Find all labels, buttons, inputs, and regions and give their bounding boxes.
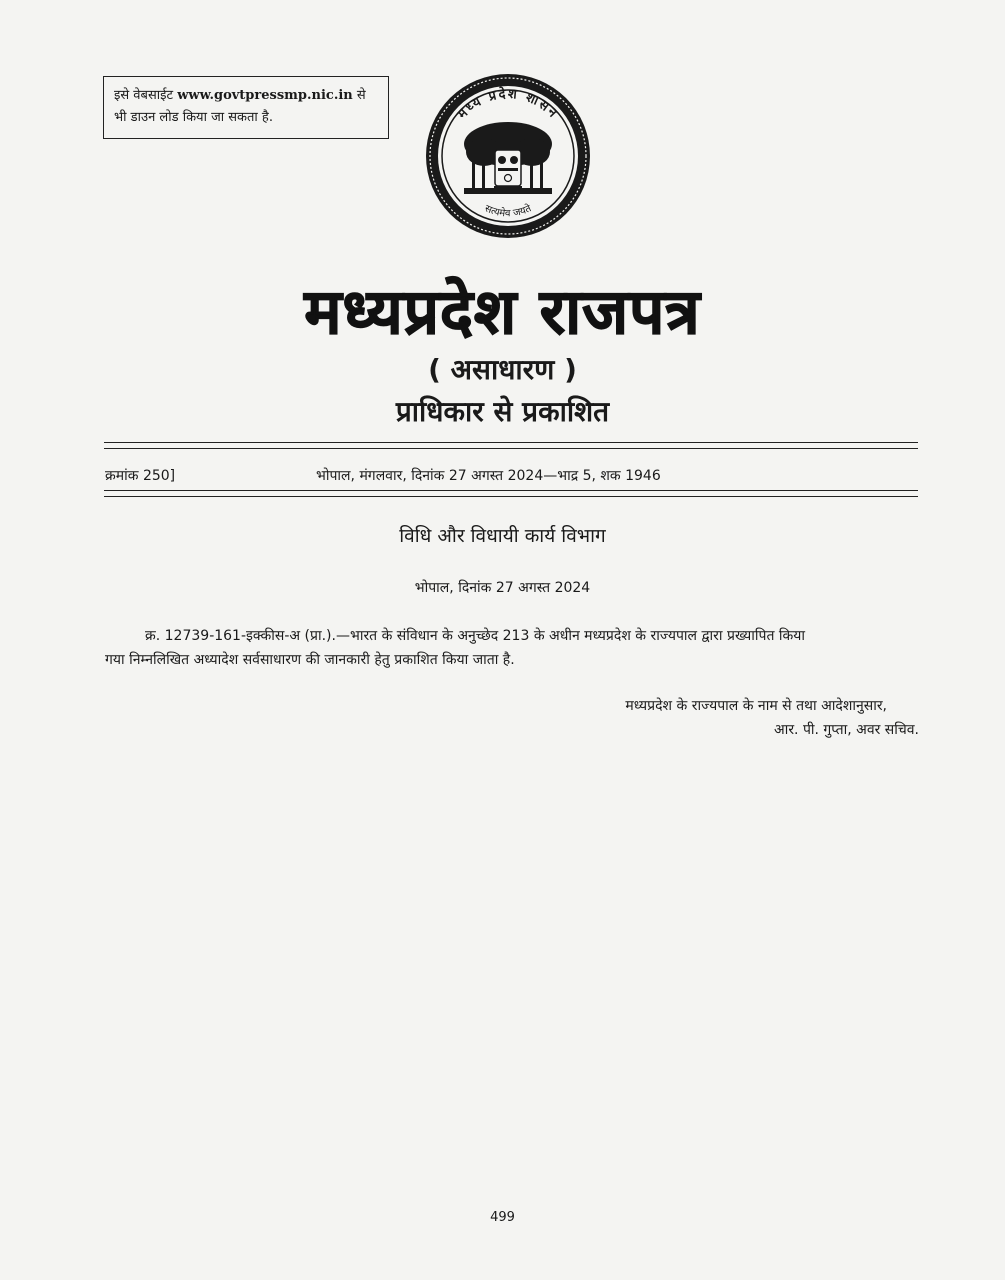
website-notice-box [103,76,389,139]
page-number: 499 [490,1210,515,1225]
lion-capital-icon [494,150,522,190]
emblem-top-text: मध्य प्रदेश शासन [454,86,562,122]
notification-body [105,624,920,672]
signoff-signatory: आर. पी. गुप्ता, अवर सचिव. [774,722,919,738]
published-by-authority: प्राधिकार से प्रकाशित [395,395,610,428]
emblem-motto: सत्यमेव जयते [482,203,534,220]
gazette-title: मध्यप्रदेश राजपत्र [304,275,701,348]
gazette-subtitle: ( असाधारण ) [428,353,577,386]
divider-top-1 [104,442,918,443]
website-link[interactable]: www.govtpressmp.nic.in [177,88,353,103]
department-heading: विधि और विधायी कार्य विभाग [399,525,606,547]
notification-place-date: भोपाल, दिनांक 27 अगस्त 2024 [414,580,591,596]
issue-number: क्रमांक 250] [105,468,176,484]
signoff-authority: मध्यप्रदेश के राज्यपाल के नाम से तथा आदेशानुसार, [625,698,887,714]
issue-date-line: भोपाल, मंगलवार, दिनांक 27 अगस्त 2024—भाद्र 5, शक 1946 [316,468,661,484]
divider-bottom-2 [104,496,918,497]
notice-line-2: भी डाउन लोड किया जा सकता है. [114,110,273,125]
body-line-2: गया निम्नलिखित अध्यादेश सर्वसाधारण की जानकारी हेतु प्रकाशित किया जाता है. [105,652,515,668]
divider-bottom-1 [104,490,918,491]
notice-line-1: इसे वेबसाईट www.govtpressmp.nic.in से [114,88,366,103]
state-emblem-seal [424,72,592,240]
body-line-1: क्र. 12739-161-इक्कीस-अ (प्रा.).—भारत के संविधान के अनुच्छेद 213 के अधीन मध्यप्रदेश के राज्यपाल द्वारा प्रख्यापित किया [145,628,806,644]
divider-top-2 [104,448,918,449]
